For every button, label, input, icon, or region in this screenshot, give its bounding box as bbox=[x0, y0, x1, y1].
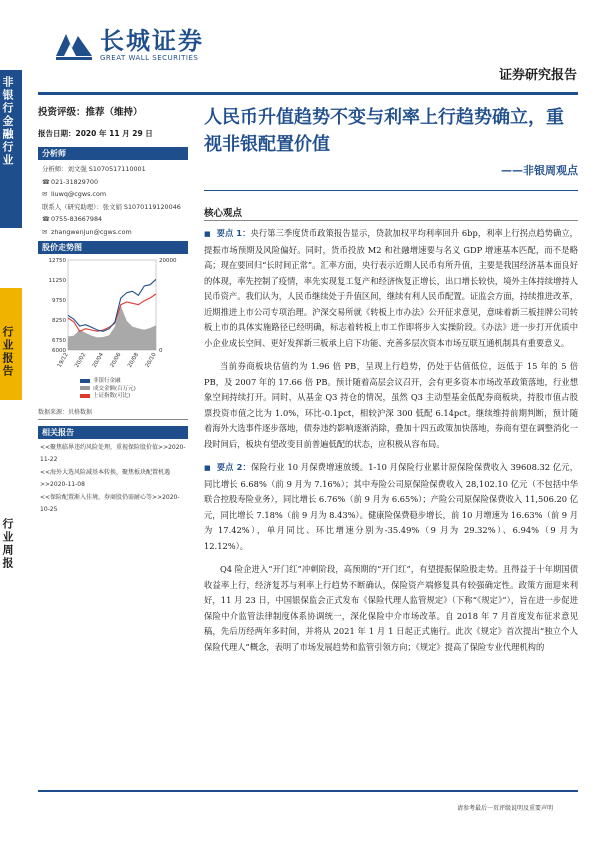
main-content bbox=[204, 104, 578, 655]
y-left-tick-label: 9750 bbox=[52, 298, 66, 304]
stock-chart bbox=[38, 254, 188, 374]
x-tick-label: 20/04 bbox=[91, 352, 105, 369]
report-subtitle: ——非银周观点 bbox=[501, 164, 578, 177]
legend-label: 非银行金融 bbox=[93, 378, 121, 384]
x-tick-label: 20/02 bbox=[74, 352, 88, 369]
legend-label: 上证指数(可比) bbox=[93, 393, 131, 399]
chart-legend bbox=[80, 378, 188, 401]
x-tick-label: 20/10 bbox=[144, 352, 158, 369]
stock-chart-section-title: 股价走势图 bbox=[38, 241, 188, 254]
brand-name-en: GREAT WALL SECURITIES bbox=[100, 54, 199, 62]
legend-swatch-nonbank bbox=[80, 379, 90, 383]
phone-icon: ☎ bbox=[42, 215, 50, 223]
analyst-info bbox=[38, 160, 188, 241]
legend-item bbox=[80, 386, 188, 394]
report-date: 报告日期：2020 年 11 月 29 日 bbox=[38, 129, 153, 138]
x-tick-label: 20/08 bbox=[127, 352, 141, 369]
side-tab-industry-label: 非银行金融行业 bbox=[1, 76, 14, 167]
y-left-tick-label: 12750 bbox=[48, 258, 66, 264]
square-bullet-icon: ■ bbox=[204, 230, 211, 238]
square-bullet-icon: ■ bbox=[204, 464, 211, 472]
y-right-tick-label: 0 bbox=[159, 348, 163, 354]
point-1-label: 要点 1： bbox=[216, 228, 251, 238]
legend-item bbox=[80, 378, 188, 386]
point-1-paragraph bbox=[204, 226, 578, 351]
analyst-line-text: 分析师：刘文强 S1070517110001 bbox=[42, 165, 146, 173]
y-left-tick-label: 6750 bbox=[52, 338, 66, 344]
great-wall-logo-icon bbox=[54, 28, 94, 62]
related-reports bbox=[38, 439, 188, 520]
side-tab-report bbox=[0, 288, 22, 400]
footer-rule bbox=[38, 790, 578, 792]
series-volume-area bbox=[68, 306, 156, 350]
y-right-tick-label: 20000 bbox=[159, 258, 177, 264]
analyst-email: liuwq@cgws.com bbox=[51, 190, 107, 198]
point-2-label: 要点 2： bbox=[216, 462, 251, 472]
left-column bbox=[38, 104, 188, 520]
x-tick-label: 20/06 bbox=[109, 352, 123, 369]
data-source: 数据来源：贝格数据 bbox=[38, 407, 188, 420]
y-left-tick-label: 8250 bbox=[52, 318, 66, 324]
core-view-title: 核心观点 bbox=[204, 208, 243, 219]
mail-icon: ✉ bbox=[42, 227, 48, 236]
analyst-line bbox=[42, 188, 184, 201]
report-title: 人民币升值趋势不变与利率上行趋势确立，重视非银配置价值 bbox=[204, 107, 564, 155]
footer-note: 请参考最后一页评级说明及重要声明 bbox=[456, 805, 553, 812]
side-strip bbox=[0, 0, 22, 841]
core-view-rule bbox=[204, 220, 578, 221]
point-2-text: 保险行业 10 月保费增速放缓。1-10 月保险行业累计原保险保费收入 39608.32 亿元，同比增长 6.68%（前 9 月为 7.16%）；其中寿险公司原保险保费收入 28,102.10 亿元（不包括中华联合控股寿险业务），同比增长 6.76%（前 9 月为 6.65%）；产险公司原保险保费收入 11,506.20 亿元，同比增长 7.18%（前 9 月为 8.43%）。健康险保费稳步增长，前 10 月增速为 16.63%（前 9 月为 17.42%），单月同比、环比增速分别为-35.49%（9 月为 29.32%）、6.94%（9 月为 12.12%）。 bbox=[204, 462, 578, 551]
side-tab-weekly-label: 行业周报 bbox=[1, 518, 14, 570]
assistant-phone: 0755-83667984 bbox=[51, 215, 103, 223]
point-2-paragraph bbox=[204, 460, 578, 554]
y-left-tick-label: 11250 bbox=[48, 278, 66, 284]
header-rule bbox=[38, 92, 578, 95]
brand-name-cn: 长城证券 bbox=[100, 27, 204, 55]
subtitle-rule bbox=[204, 190, 578, 191]
side-tab-report-label: 行业报告 bbox=[1, 326, 14, 378]
side-tab-weekly bbox=[0, 488, 22, 588]
y-left-tick-label: 6000 bbox=[52, 348, 66, 354]
analyst-line bbox=[42, 163, 184, 176]
point-1-text: 央行第三季度货币政策报告显示，贷款加权平均利率回升 6bp，利率上行拐点趋势确立，提振市场预期及风险偏好。同时，货币投放 M2 和社融增速要与名义 GDP 增速基本匹配，而不是略高；现在要回归“长时间正常”。汇率方面，央行表示近期人民币有所升值，主要是我国经济基本面良好的体现，率先控制了疫情，率先实现复工复产和经济恢复正增长，出口增长较快，境外主体持续增持人民币资产。我们认为，人民币继续处于升值区间，继续有利人民币配置。证监会方面，持续推进改革，近期推进上市公司专项治理。沪深交易所就《转板上市办法》公开征求意见，意味着新三板挂牌公司转板上市的具体实施路径已经明确，标志着转板上市工作即将步入实操阶段。《办法》进一步打开优质中小企业成长空间、更好发挥新三板承上启下功能、充善多层次资本市场互联互通机制具有重要意义。 bbox=[204, 228, 578, 348]
legend-item bbox=[80, 393, 188, 401]
legend-swatch-index bbox=[80, 394, 90, 398]
mail-icon: ✉ bbox=[42, 190, 48, 198]
x-tick-label: 19/12 bbox=[56, 352, 70, 369]
related-report-link[interactable]: <<海外大选风险减基本转换，聚焦板块配置机遇>>2020-11-08 bbox=[40, 468, 171, 488]
core-view-body bbox=[204, 226, 578, 655]
stock-chart-svg bbox=[38, 254, 188, 374]
related-section-title: 相关报告 bbox=[38, 426, 188, 439]
analyst-line bbox=[42, 226, 184, 239]
legend-swatch-volume bbox=[80, 386, 90, 390]
analyst-section-title: 分析师 bbox=[38, 147, 188, 160]
analyst-phone: 021-31829700 bbox=[51, 177, 99, 186]
investment-rating: 投资评级：推荐（维持） bbox=[38, 107, 143, 118]
phone-icon: ☎ bbox=[42, 177, 50, 186]
report-type: 证券研究报告 bbox=[498, 68, 577, 83]
page-header bbox=[22, 0, 595, 92]
assistant-line-text: 联系人（研究助理）：张文娟 S1070119120046 bbox=[42, 202, 181, 211]
analyst-line bbox=[42, 176, 184, 189]
related-report-link[interactable]: <<保险配置渐入佳境，券商股仍需耐心等>>2020-10-25 bbox=[40, 493, 180, 513]
paragraph-insurance: Q4 险企进入“开门红”冲刺阶段，高预期的“开门红”，有望提振保险股走势。且得益于十年期国债收益率上行，经济复苏与利率上行趋势不断确认，保险资产端修复具有较强确定性。政策方面迎来利好，11 月 23 日，中国银保监会正式发布《保险代理人监管规定》（下称“《规定》”），旨在进一步促进保险中介监管法律制度体系协调统一，深化保险中介市场改革。自 2018 年 7 月首度发布征求意见稿，先后历经两年多时间，并将从 2021 年 1 月 1 日起正式施行。此次《规定》首次提出“独立个人保险代理人”概念，表明了市场发展趋势和监管引领方向；《规定》提高了保险专业代理机构的 bbox=[204, 564, 578, 652]
side-tab-industry bbox=[0, 70, 22, 228]
legend-label: 成交金额(百万元) bbox=[93, 385, 136, 392]
paragraph-brokers: 当前券商板块估值约为 1.96 倍 PB，呈现上行趋势，仍处于估值低位，远低于 15 年的 5 倍 PB，及 2007 年的 17.66 倍 PB。预计随着高层会议召开，会有更多资本市场改革政策落地，行业想象空间持续打开。同时，从基金 Q3 持仓的情况，虽然 Q3 主动型基金低配券商板块，持股市值占股票投资市值之比为 1.0%，环比-0.1pct，相较沪深 300 低配 6.14pct。继续维持前期判断，预计随着海外大选事件逐步落地，债券违约影响逐渐消除，叠加十四五政策加快落地，券商有望在调整消化一段时间后，板块有望改变目前普遍低配的状态，应积极从容布局。 bbox=[204, 361, 578, 449]
assistant-email: zhangwenjun@cgws.com bbox=[51, 227, 132, 236]
series-nonbank-line bbox=[68, 279, 156, 331]
brand-logo bbox=[54, 28, 204, 62]
analyst-line bbox=[42, 213, 184, 226]
related-report-link[interactable]: <<聚焦临界违约风险处理，重视保险股价值>>2020-11-22 bbox=[40, 443, 186, 463]
analyst-line bbox=[42, 201, 184, 214]
